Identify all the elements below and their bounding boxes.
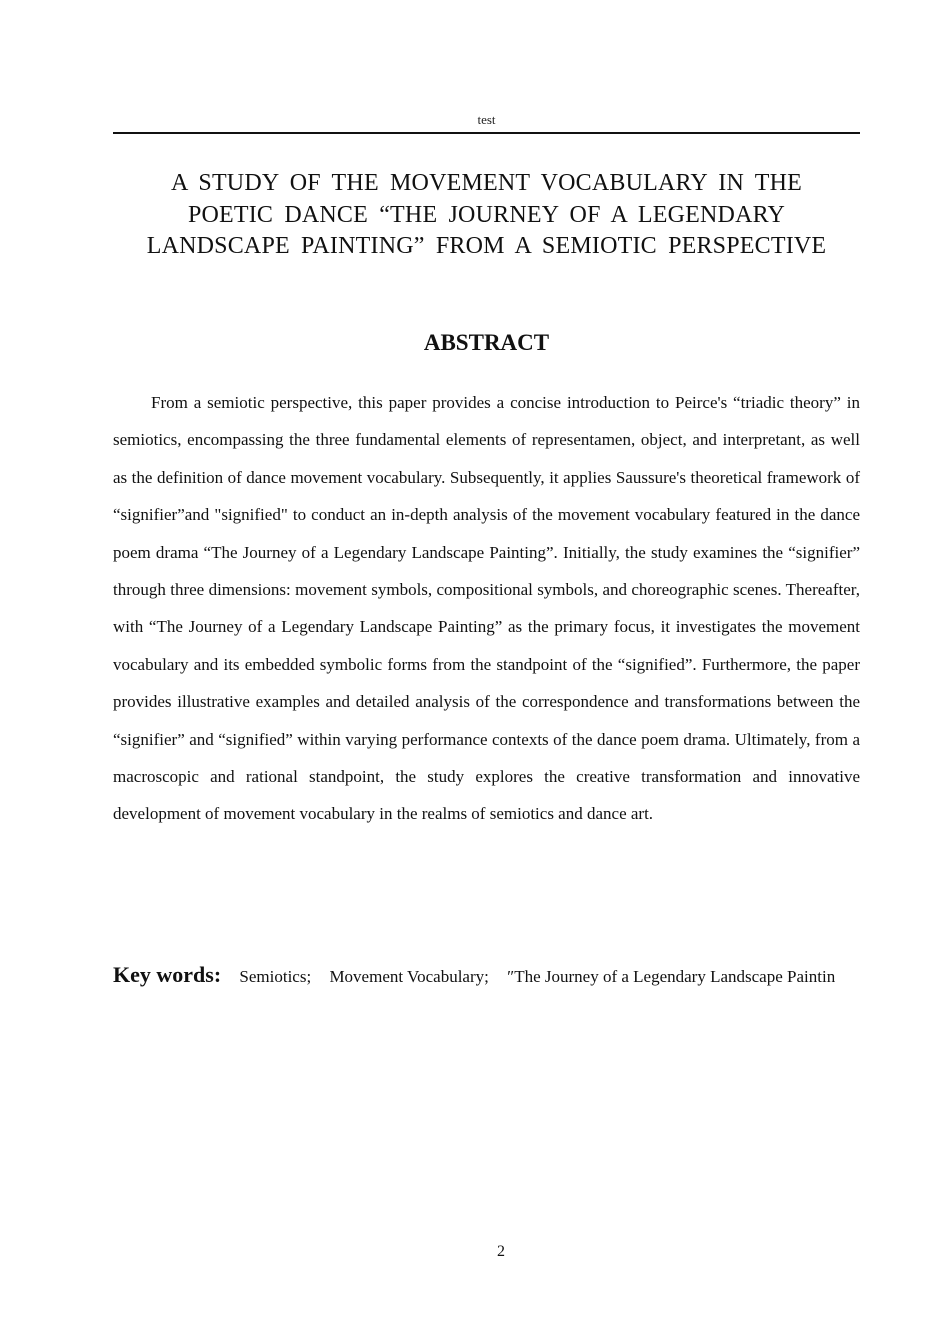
keyword-item: Movement Vocabulary;: [329, 967, 489, 986]
page-number: 2: [497, 1243, 505, 1260]
paper-title: [113, 168, 860, 263]
running-header: test: [477, 112, 496, 127]
keywords-section: [113, 950, 860, 1001]
keyword-item: Semiotics;: [239, 967, 312, 986]
keyword-item: ″The Journey of a Legendary Landscape Paintin: [507, 967, 836, 986]
title-line-3: LANDSCAPE PAINTING” FROM A SEMIOTIC PERSPECTIVE: [146, 233, 827, 259]
abstract-body: From a semiotic perspective, this paper provides a concise introduction to Peirce's “triadic theory” in semiotics, encompassing the three fundamental elements of representamen, object, and interpretant, as well as the definition of dance movement vocabulary. Subsequently, it applies Saussure's theoretical framework of “signifier”and "signified" to conduct an in-depth analysis of the movement vocabulary featured in the dance poem drama “The Journey of a Legendary Landscape Painting”. Initially, the study examines the “signifier” through three dimensions: movement symbols, compositional symbols, and choreographic scenes. Thereafter, with “The Journey of a Legendary Landscape Painting” as the primary focus, it investigates the movement vocabulary and its embedded symbolic forms from the standpoint of the “signified”. Furthermore, the paper provides illustrative examples and detailed analysis of the correspondence and transformations between the “signifier” and “signified” within varying performance contexts of the dance poem drama. Ultimately, from a macroscopic and rational standpoint, the study explores the creative transformation and innovative development of movement vocabulary in the realms of semiotics and dance art.: [113, 393, 860, 824]
title-line-1: A STUDY OF THE MOVEMENT VOCABULARY IN THE: [170, 170, 802, 196]
keywords-label: Key words:: [113, 962, 222, 987]
abstract-heading: ABSTRACT: [423, 330, 550, 355]
header-rule: [113, 132, 860, 134]
title-line-2: POETIC DANCE “THE JOURNEY OF A LEGENDARY: [187, 201, 786, 228]
